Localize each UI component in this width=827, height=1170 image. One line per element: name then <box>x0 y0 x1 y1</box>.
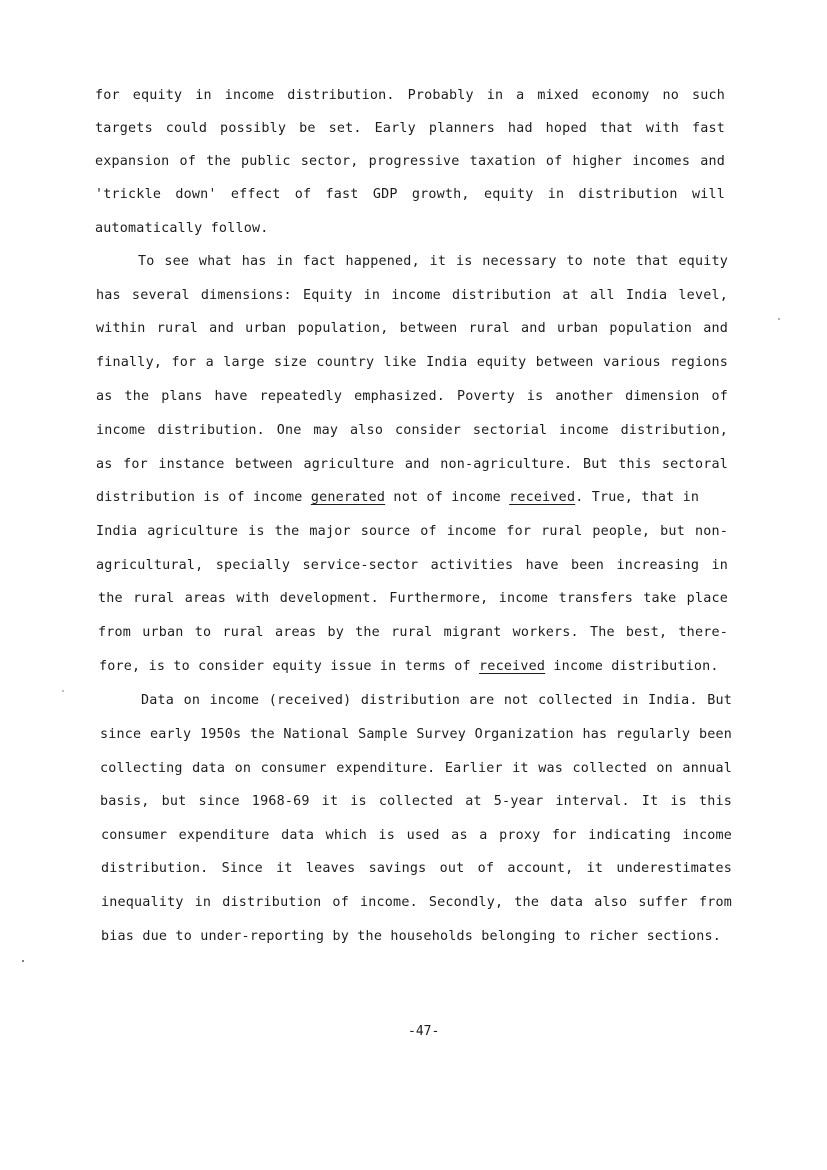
underlined-word: received <box>509 490 576 505</box>
text-line: as the plans have repeatedly emphasized. Poverty is another dimension of <box>96 389 728 404</box>
text-line: To see what has in fact happened, it is necessary to note that equity <box>138 254 728 269</box>
text-line: within rural and urban population, between rural and urban population and <box>96 321 728 336</box>
text-line: 'trickle down' effect of fast GDP growth, equity in distribution will <box>95 187 725 202</box>
text-line: for equity in income distribution. Probably in a mixed economy no such <box>95 88 725 103</box>
text-line: distribution. Since it leaves savings out of account, it underestimates <box>101 861 732 876</box>
text-line: inequality in distribution of income. Secondly, the data also suffer from <box>101 895 732 910</box>
text-line: has several dimensions: Equity in income distribution at all India level, <box>96 288 728 303</box>
text-line: bias due to under-reporting by the households belonging to richer sections. <box>101 929 721 944</box>
text-line: since early 1950s the National Sample Survey Organization has regularly been <box>100 727 732 742</box>
text-line: targets could possibly be set. Early planners had hoped that with fast <box>95 121 725 136</box>
text-line: agricultural, specially service-sector activities have been increasing in <box>96 558 728 573</box>
scan-speck <box>62 690 64 692</box>
text-span: fore, is to consider equity issue in terms of <box>99 659 480 674</box>
text-line: expansion of the public sector, progressive taxation of higher incomes and <box>95 154 725 169</box>
text-span: distribution is of income <box>96 490 311 505</box>
text-line: collecting data on consumer expenditure. Earlier it was collected on annual <box>100 761 732 776</box>
text-span: not of income <box>385 490 510 505</box>
text-line: as for instance between agriculture and non-agriculture. But this sectoral <box>96 457 728 472</box>
text-span: income distribution. <box>545 659 719 674</box>
text-line <box>99 659 719 675</box>
scan-speck <box>778 318 780 320</box>
text-line: automatically follow. <box>95 221 269 236</box>
text-line <box>96 490 699 506</box>
text-line: the rural areas with development. Furthermore, income transfers take place <box>98 591 728 606</box>
text-line: finally, for a large size country like India equity between various regions <box>96 355 728 370</box>
text-line: income distribution. One may also consider sectorial income distribution, <box>96 423 728 438</box>
text-line: from urban to rural areas by the rural migrant workers. The best, there- <box>98 625 728 640</box>
underlined-word: generated <box>310 490 386 505</box>
page-number: -47- <box>408 1024 440 1039</box>
text-span: . True, that in <box>575 490 700 505</box>
text-line: consumer expenditure data which is used as a proxy for indicating income <box>101 828 732 843</box>
scan-speck <box>22 960 24 962</box>
underlined-word: received <box>479 659 546 674</box>
text-line: Data on income (received) distribution are not collected in India. But <box>141 693 732 708</box>
text-line: India agriculture is the major source of income for rural people, but non- <box>96 524 728 539</box>
text-line: basis, but since 1968-69 it is collected at 5-year interval. It is this <box>100 794 732 809</box>
